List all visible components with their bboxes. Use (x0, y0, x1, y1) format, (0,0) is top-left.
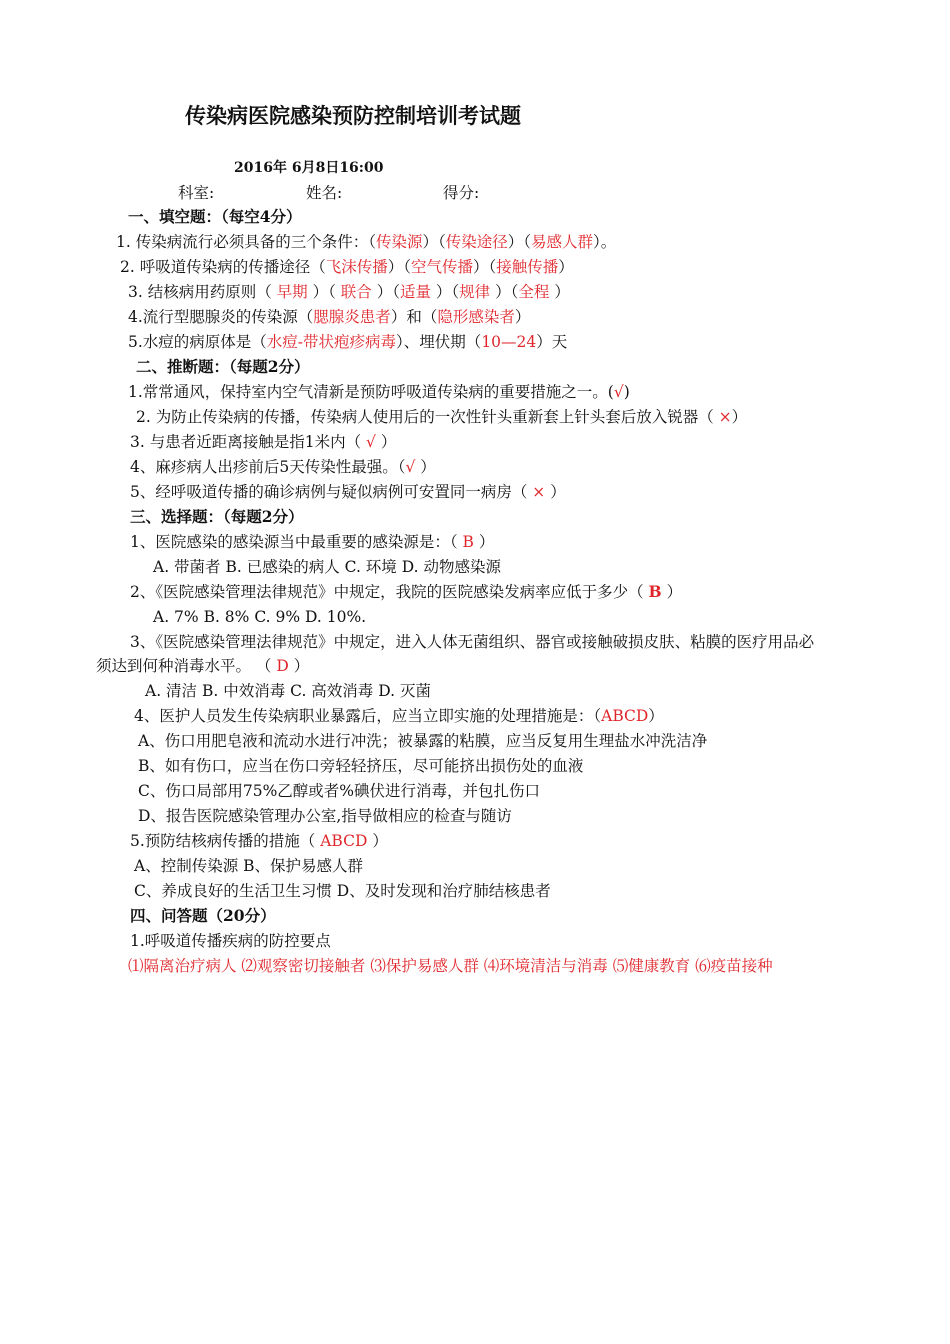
fill-question-5: 5.水痘的病原体是（水痘-带状疱疹病毒）、埋伏期（10—24）天 (128, 333, 568, 351)
choice-question-2: 2、《医院感染管理法律规范》中规定，我院的医院感染发病率应低于多少（ B ） (130, 582, 683, 601)
choice-question-4: 4、医护人员发生传染病职业暴露后，应当立即实施的处理措施是：（ABCD） (134, 707, 664, 725)
choice-question-1-options: A. 带菌者 B. 已感染的病人 C. 环境 D. 动物感染源 (153, 558, 501, 576)
judge-question-2: 2. 为防止传染病的传播，传染病人使用后的一次性针头重新套上针头套后放入锐器（ ×） (136, 408, 748, 426)
choice-question-2-options: A. 7% B. 8% C. 9% D. 10%. (153, 608, 367, 626)
choice-question-5-options-ab: A、控制传染源 B、保护易感人群 (134, 857, 364, 875)
exam-date: 2016年 6月8日16:00 (234, 160, 384, 176)
judge-question-5: 5、经呼吸道传播的确诊病例与疑似病例可安置同一病房（ × ） (130, 483, 566, 501)
judge-question-3: 3. 与患者近距离接触是指1米内（ √ ） (130, 433, 397, 451)
choice-question-4-option-d: D、报告医院感染管理办公室,指导做相应的检查与随访 (138, 807, 512, 825)
choice-question-5: 5.预防结核病传播的措施（ ABCD ） (130, 832, 388, 850)
fill-question-4: 4.流行型腮腺炎的传染源（腮腺炎患者）和（隐形感染者） (128, 308, 531, 326)
fill-question-2: 2. 呼吸道传染病的传播途径（飞沫传播）（空气传播）（接触传播） (120, 258, 574, 276)
choice-question-4-option-a: A、伤口用肥皂液和流动水进行冲洗；被暴露的粘膜，应当反复用生理盐水冲洗洁净 (138, 732, 708, 750)
section-fill-heading: 一、填空题：（每空4分） (128, 207, 302, 226)
fill-question-1: 1. 传染病流行必须具备的三个条件：（传染源）（传染途径）（易感人群）。 (116, 233, 617, 251)
choice-question-3-line-2: 须达到何种消毒水平。 （ D ） (96, 657, 310, 675)
section-choice-heading: 三、选择题：（每题2分） (130, 507, 304, 526)
choice-question-4-option-b: B、如有伤口，应当在伤口旁轻轻挤压，尽可能挤出损伤处的血液 (138, 757, 584, 775)
page-title: 传染病医院感染预防控制培训考试题 (185, 103, 521, 128)
score-label: 得分: (443, 184, 480, 202)
section-judge-heading: 二、推断题：（每题2分） (136, 357, 310, 376)
qa-answer-1: ⑴隔离治疗病人 ⑵观察密切接触者 ⑶保护易感人群 ⑷环境清洁与消毒 ⑸健康教育 ⑹疫苗接种 (128, 957, 773, 975)
judge-question-1: 1.常常通风，保持室内空气清新是预防呼吸道传染病的重要措施之一。(√) (128, 383, 630, 401)
choice-question-3-options: A. 清洁 B. 中效消毒 C. 高效消毒 D. 灭菌 (145, 682, 431, 700)
choice-question-5-options-cd: C、养成良好的生活卫生习惯 D、及时发现和治疗肺结核患者 (134, 882, 551, 900)
choice-question-3-line-1: 3、《医院感染管理法律规范》中规定，进入人体无菌组织、器官或接触破损皮肤、粘膜的医疗用品必 (130, 633, 815, 651)
name-label: 姓名: (306, 184, 343, 202)
choice-question-1: 1、医院感染的感染源当中最重要的感染源是：（ B ） (130, 533, 495, 551)
choice-question-4-option-c: C、伤口局部用75%乙醇或者%碘伏进行消毒，并包扎伤口 (138, 782, 541, 800)
qa-question-1: 1.呼吸道传播疾病的防控要点 (130, 932, 331, 950)
fill-question-3: 3. 结核病用药原则（ 早期 ）（ 联合 ）（适量 ）（规律 ）（全程 ） (128, 283, 570, 301)
judge-question-4: 4、麻疹病人出疹前后5天传染性最强。（√ ） (130, 458, 436, 476)
section-qa-heading: 四、问答题（20分） (130, 906, 276, 925)
dept-label: 科室: (178, 184, 215, 202)
